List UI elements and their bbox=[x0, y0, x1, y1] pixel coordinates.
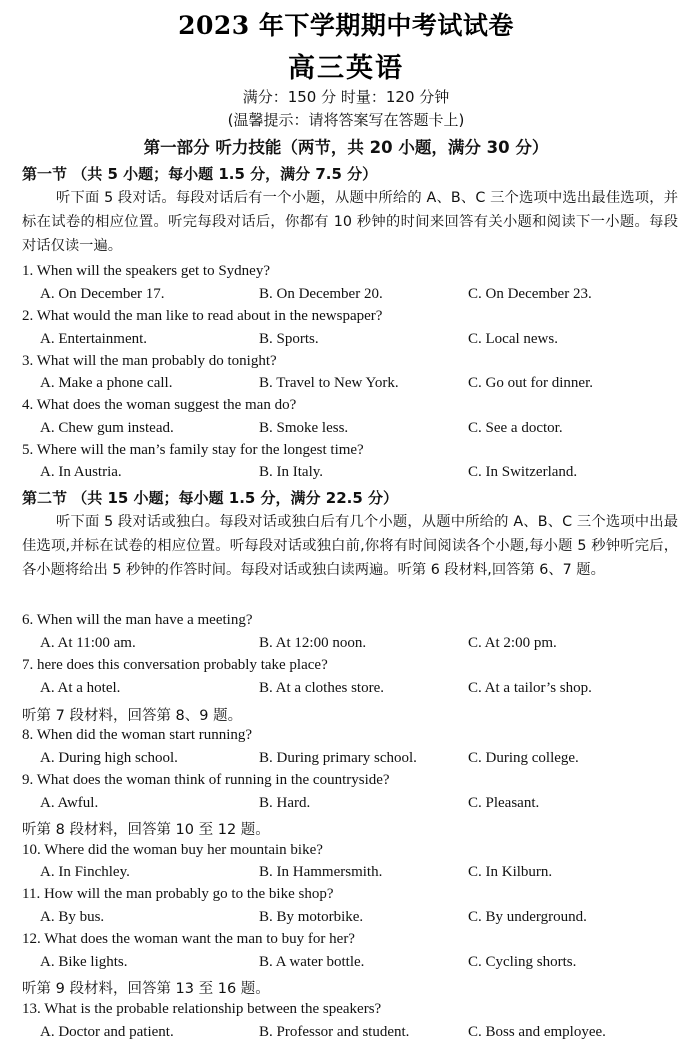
q4-option-c: C. See a doctor. bbox=[468, 420, 563, 436]
question-1: 1. When will the speakers get to Sydney? bbox=[22, 263, 270, 279]
q7-option-c: C. At a tailor’s shop. bbox=[468, 680, 592, 696]
q2-option-c: C. Local news. bbox=[468, 331, 558, 347]
question-6: 6. When will the man have a meeting? bbox=[22, 612, 253, 628]
q11-option-a: A. By bus. bbox=[40, 909, 105, 925]
q9-option-c: C. Pleasant. bbox=[468, 795, 540, 811]
q5-option-c: C. In Switzerland. bbox=[468, 464, 578, 480]
q4-option-b: B. Smoke less. bbox=[259, 420, 349, 436]
question-3: 3. What will the man probably do tonight? bbox=[22, 353, 277, 369]
question-4: 4. What does the woman suggest the man do? bbox=[22, 397, 297, 413]
q6-option-b: B. At 12:00 noon. bbox=[259, 635, 367, 651]
q8-option-a: A. During high school. bbox=[40, 750, 178, 766]
q10-option-a: A. In Finchley. bbox=[40, 864, 130, 880]
question-8: 8. When did the woman start running? bbox=[22, 727, 253, 743]
q12-option-c: C. Cycling shorts. bbox=[468, 954, 577, 970]
q7-option-a: A. At a hotel. bbox=[40, 680, 121, 696]
question-11: 11. How will the man probably go to the bike shop? bbox=[22, 886, 334, 902]
section2-heading: 第二节 （共 15 小题；每小题 1.5 分，满分 22.5 分） bbox=[22, 489, 399, 507]
q3-option-a: A. Make a phone call. bbox=[40, 375, 173, 391]
q4-option-a: A. Chew gum instead. bbox=[40, 420, 174, 436]
question-2: 2. What would the man like to read about in the newspaper? bbox=[22, 308, 383, 324]
q13-option-a: A. Doctor and patient. bbox=[40, 1024, 174, 1040]
question-7: 7. here does this conversation probably take place? bbox=[22, 657, 328, 673]
exam-subject: 高三英语 bbox=[288, 53, 404, 84]
section2-instructions: 听下面 5 段对话或独白。每段对话或独白后有几个小题，从题中所给的 A、B、C 三个选项中出最佳选项,并标在试卷的相应位置。听每段对话或独白前,你将有时间阅读各个小题,每小题 5 秒钟听完后，各小题将给出 5 秒钟的作答时间。每段对话或独白读两遍。听第 6 段材料,回答第 6、7 题。 bbox=[22, 514, 678, 578]
q8-option-b: B. During primary school. bbox=[259, 750, 417, 766]
score-time-info: 满分：150 分 时量：120 分钟 bbox=[242, 88, 450, 106]
question-10: 10. Where did the woman buy her mountain bike? bbox=[22, 842, 323, 858]
q8-option-c: C. During college. bbox=[468, 750, 579, 766]
section1-heading: 第一节 （共 5 小题；每小题 1.5 分，满分 7.5 分） bbox=[22, 165, 378, 183]
q9-option-b: B. Hard. bbox=[259, 795, 311, 811]
q3-option-b: B. Travel to New York. bbox=[259, 375, 399, 391]
q1-option-b: B. On December 20. bbox=[259, 286, 383, 302]
q10-option-c: C. In Kilburn. bbox=[468, 864, 553, 880]
q5-option-a: A. In Austria. bbox=[40, 464, 122, 480]
q1-option-c: C. On December 23. bbox=[468, 286, 592, 302]
part1-heading: 第一部分 听力技能（两节，共 20 小题，满分 30 分） bbox=[143, 138, 549, 157]
q9-option-a: A. Awful. bbox=[40, 795, 99, 811]
question-12: 12. What does the woman want the man to buy for her? bbox=[22, 931, 355, 947]
q13-option-b: B. Professor and student. bbox=[259, 1024, 410, 1040]
q6-option-c: C. At 2:00 pm. bbox=[468, 635, 557, 651]
q12-option-a: A. Bike lights. bbox=[40, 954, 128, 970]
q1-option-a: A. On December 17. bbox=[40, 286, 165, 302]
q7-option-b: B. At a clothes store. bbox=[259, 680, 384, 696]
question-13: 13. What is the probable relationship between the speakers? bbox=[22, 1001, 382, 1017]
q2-option-b: B. Sports. bbox=[259, 331, 319, 347]
q11-option-b: B. By motorbike. bbox=[259, 909, 364, 925]
q13-option-c: C. Boss and employee. bbox=[468, 1024, 606, 1040]
section-note-7: 听第 7 段材料，回答第 8、9 题。 bbox=[22, 708, 243, 724]
q10-option-b: B. In Hammersmith. bbox=[259, 864, 383, 880]
section-note-9: 听第 9 段材料，回答第 13 至 16 题。 bbox=[22, 981, 270, 997]
exam-title: 2023 年下学期期中考试试卷 bbox=[178, 11, 514, 40]
section1-instructions: 听下面 5 段对话。每段对话后有一个小题，从题中所给的 A、B、C 三个选项中选出最佳选项，并标在试卷的相应位置。听完每段对话后，你都有 10 秒钟的时间来回答有关小题和阅读下一小题。每段对话仅读一遍。 bbox=[22, 190, 678, 254]
q3-option-c: C. Go out for dinner. bbox=[468, 375, 593, 391]
answer-reminder: (温馨提示：请将答案写在答题卡上) bbox=[227, 111, 465, 129]
section-note-8: 听第 8 段材料，回答第 10 至 12 题。 bbox=[22, 822, 270, 838]
question-5: 5. Where will the man’s family stay for the longest time? bbox=[22, 442, 364, 458]
q11-option-c: C. By underground. bbox=[468, 909, 587, 925]
q6-option-a: A. At 11:00 am. bbox=[40, 635, 136, 651]
q12-option-b: B. A water bottle. bbox=[259, 954, 365, 970]
q5-option-b: B. In Italy. bbox=[259, 464, 324, 480]
question-9: 9. What does the woman think of running in the countryside? bbox=[22, 772, 390, 788]
q2-option-a: A. Entertainment. bbox=[40, 331, 148, 347]
